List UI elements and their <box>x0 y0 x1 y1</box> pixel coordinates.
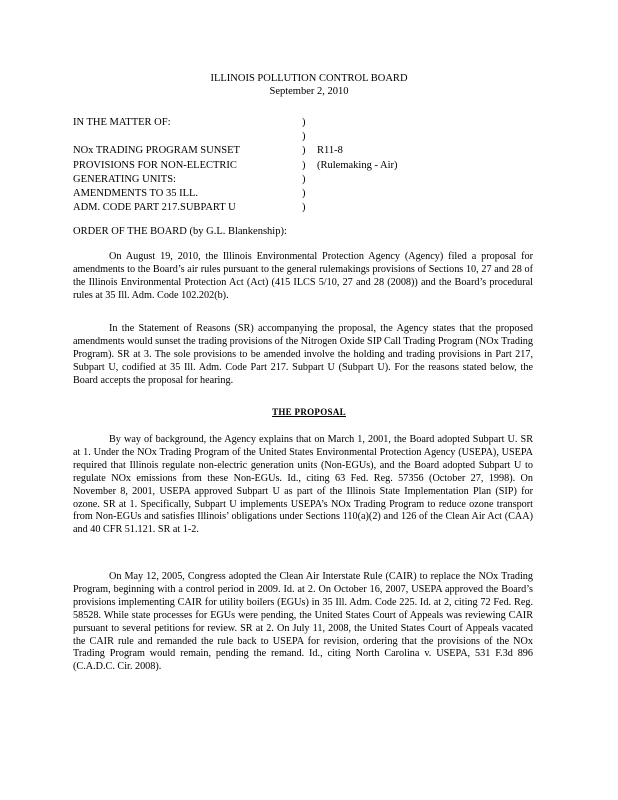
caption-paren: ) <box>302 117 306 128</box>
order-date: September 2, 2010 <box>269 86 349 97</box>
caption-paren: ) <box>302 159 306 171</box>
docket-type: (Rulemaking - Air) <box>317 159 398 171</box>
paragraph-filing: On August 19, 2010, the Illinois Environmental Protection Agency (Agency) filed a proposal for amendments to the Board’s air rules pursuant to the general rulemakings provisions of Sections 10, 27 and 28 of the Illinois Environmental Protection Act (Act) (415 ILCS 5/10, 27 and 28 (2008)) and the Board’s procedural rules at 35 Ill. Adm. Code 102.202(b). <box>73 251 533 301</box>
caption-parentheses <box>302 116 312 215</box>
caption-line <box>73 130 298 144</box>
caption-paren: ) <box>302 202 306 214</box>
caption-paren: ) <box>302 173 306 185</box>
paragraph-statement-of-reasons: In the Statement of Reasons (SR) accompanying the proposal, the Agency states that the proposed amendments would sunset the trading provisions of the Nitrogen Oxide SIP Call Trading Program (NOx Trading Program). SR at 3. The sole provisions to be amended involve the holding and trading provisions in Part 217, Subpart U, codified at 35 Ill. Adm. Code Part 217. Subpart U (Subpart U). For the reasons stated below, the Board accepts the proposal for hearing. <box>73 323 533 386</box>
caption-line: AMENDMENTS TO 35 ILL. <box>73 187 199 199</box>
paragraph-background: By way of background, the Agency explains that on March 1, 2001, the Board adopted Subpart U. SR at 1. Under the NOx Trading Program of the United States Environmental Protection Agency (USEPA), USEPA required that Illinois regulate non-electric generation units (Non-EGUs), and the Board adopted Subpart U to regulate NOx emissions from these Non-EGUs. Id., citing 63 Fed. Reg. 57356 (October 27, 1998). On November 8, 2001, USEPA approved Subpart U as part of the Illinois State Implementation Plan (SIP) for ozone. SR at 1. Specifically, Subpart U implements USEPA’s NOx Trading Program to reduce ozone transport from Non-EGUs and satisfies Illinois’ obligations under Sections 110(a)(2) and 126 of the Clean Air Act (CAA) and 40 CFR 51.121. SR at 1-2. <box>73 434 533 536</box>
docket-number: R11-8 <box>317 145 343 157</box>
section-heading-text: THE PROPOSAL <box>272 407 346 417</box>
caption-title <box>73 116 298 215</box>
docket-line <box>317 116 517 130</box>
document-header <box>0 72 618 98</box>
docket-line <box>317 173 517 187</box>
caption-line: GENERATING UNITS: <box>73 173 176 185</box>
caption-line: NOx TRADING PROGRAM SUNSET <box>73 145 240 157</box>
docket-line <box>317 130 517 144</box>
caption-paren: ) <box>302 131 306 143</box>
order-heading: ORDER OF THE BOARD (by G.L. Blankenship): <box>73 226 287 237</box>
caption-paren: ) <box>302 145 306 157</box>
paragraph-cair: On May 12, 2005, Congress adopted the Clean Air Interstate Rule (CAIR) to replace the NOx Trading Program, beginning with a control period in 2009. Id. at 2. On October 16, 2007, USEPA approved the Board’s provisions implementing CAIR for utility boilers (EGUs) in 35 Ill. Adm. Code 225. Id. at 2, citing 72 Fed. Reg. 58528. While state processes for EGUs were pending, the United States Court of Appeals was reviewing CAIR pursuant to several petitions for review. SR at 2. On July 11, 2008, the United States Court of Appeals vacated the CAIR rule and remanded the rule back to USEPA for revision, ordering that the provisions of the NOx Trading Program would remain, pending the remand. Id., citing North Carolina v. USEPA, 531 F.3d 896 (C.A.D.C. Cir. 2008). <box>73 571 533 673</box>
docket-line <box>317 187 517 201</box>
docket-line <box>317 201 517 215</box>
caption-paren: ) <box>302 187 306 199</box>
docket-info <box>317 116 517 215</box>
agency-name: ILLINOIS POLLUTION CONTROL BOARD <box>210 73 408 84</box>
caption-line: ADM. CODE PART 217.SUBPART U <box>73 202 236 214</box>
section-heading <box>0 407 618 417</box>
caption-line: PROVISIONS FOR NON-ELECTRIC <box>73 159 237 171</box>
caption-line: IN THE MATTER OF: <box>73 117 171 128</box>
